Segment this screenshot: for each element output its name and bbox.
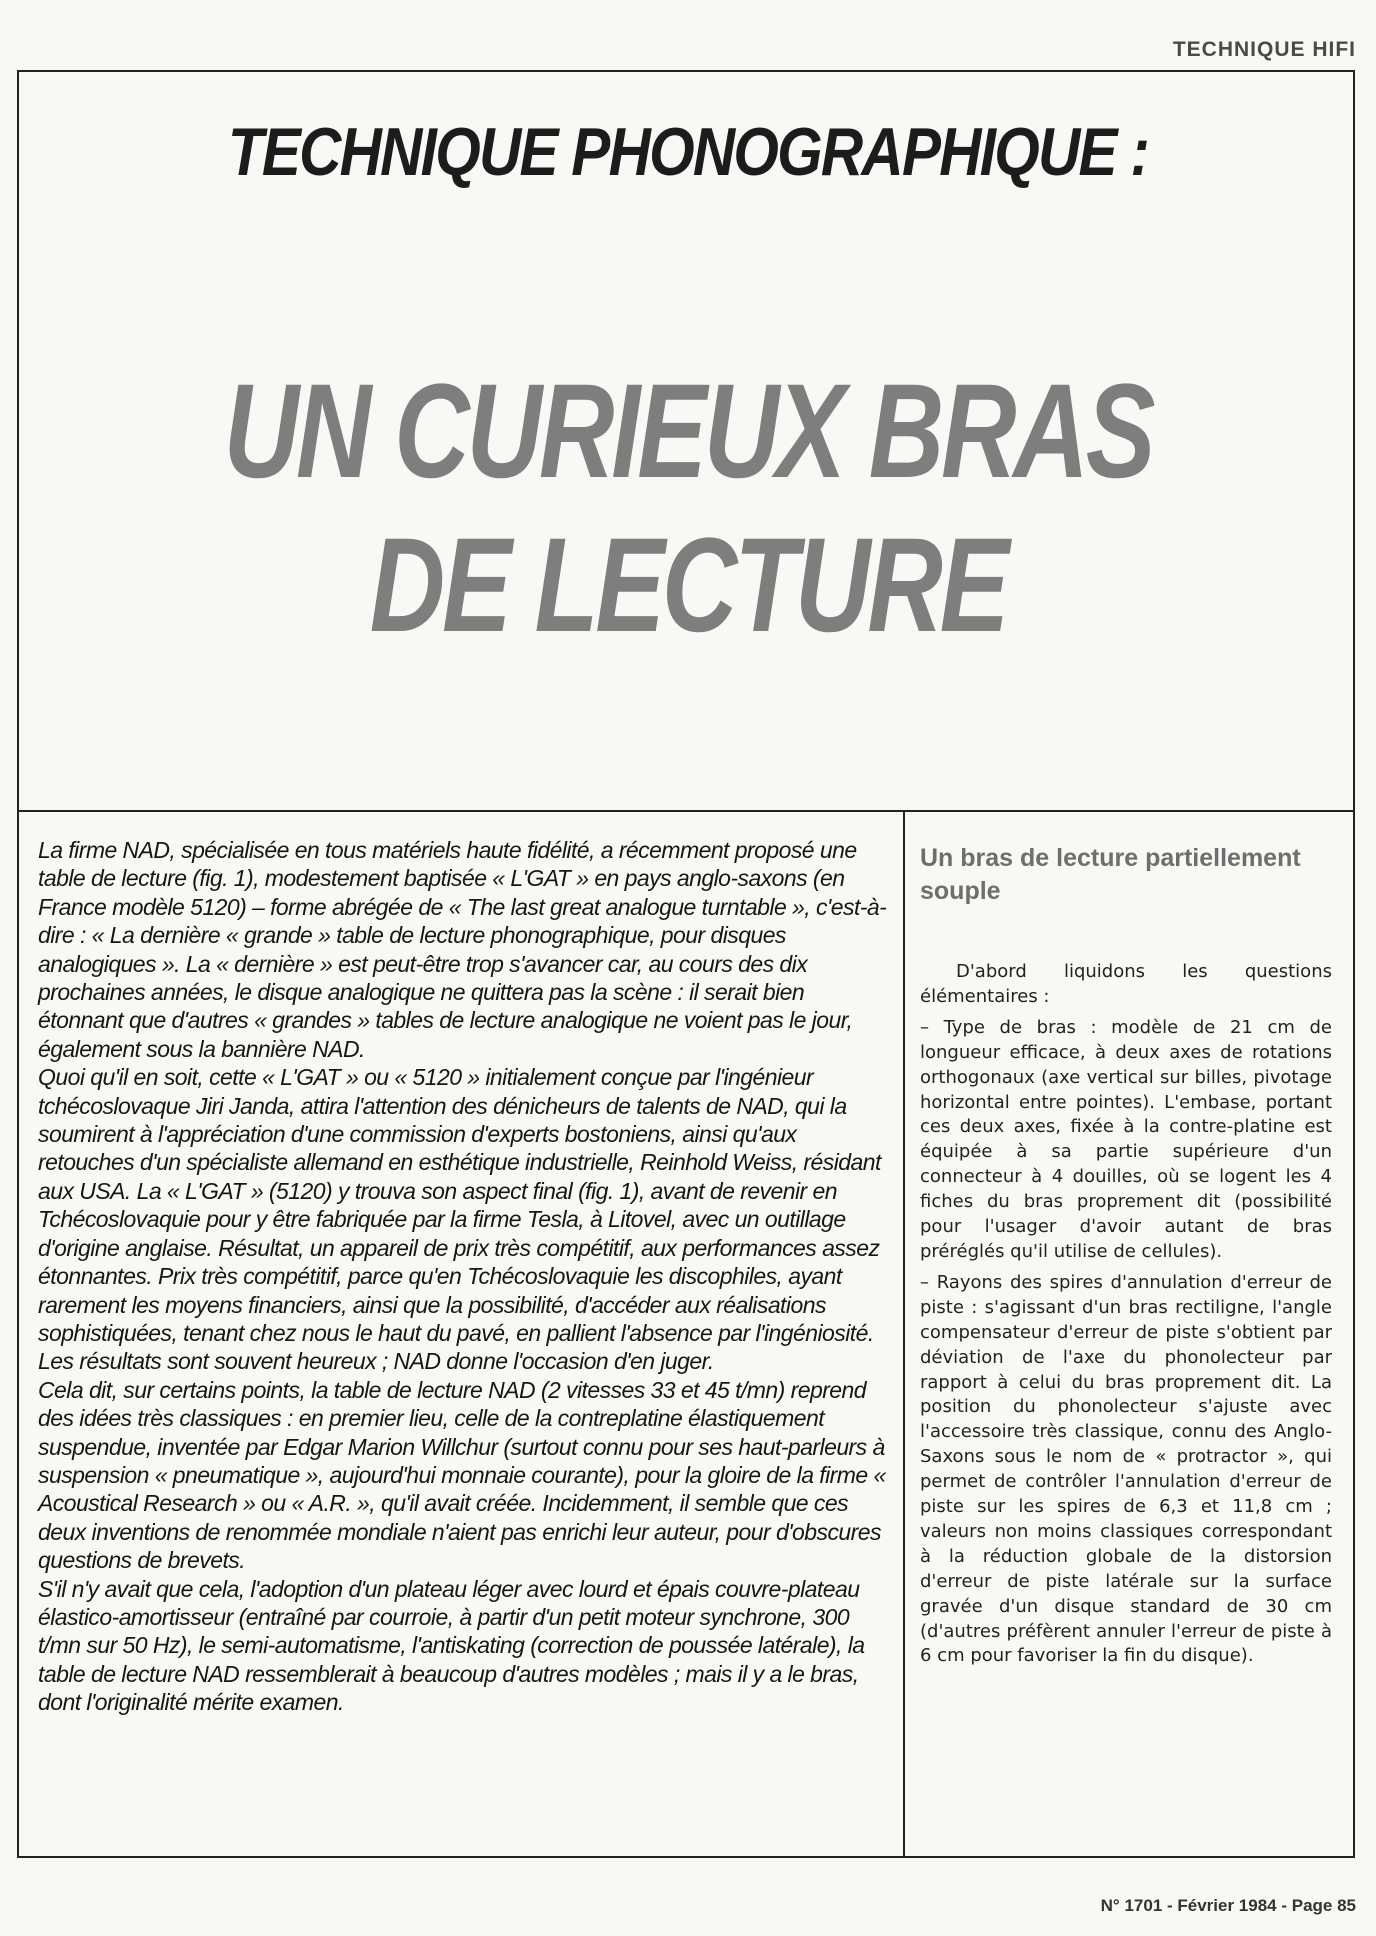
article-paragraph: La firme NAD, spécialisée en tous matériels haute fidélité, a récemment proposé une table de lecture (fig. 1), modestement baptisée « L'GAT » en pays anglo-saxons (en France modèle 5120) – forme abrégée de « The last great analogue turntable », c'est-à-dire : « La dernière « grande » table de lecture phonographique, pour disques analogiques ». La « dernière » est peut-être trop s'avancer car, au cours des dix prochaines années, le disque analogique ne quittera pas la scène : il serait bien étonnant que d'autres « grandes » tables de lecture analogique ne voient pas le jour, également sous la bannière NAD. [38, 837, 887, 1062]
sidebar-text [920, 960, 1332, 1675]
sidebar-title: Un bras de lecture partiellement souple [920, 844, 1301, 905]
section-label: TECHNIQUE HIFI [1172, 38, 1356, 61]
article-headline [151, 355, 1224, 663]
headline-line-1: UN CURIEUX BRAS [223, 357, 1153, 506]
sidebar-paragraph: – Type de bras : modèle de 21 cm de longueur efficace, à deux axes de rotations orthogonaux (axe vertical sur billes, pivotage horizontal entre pointes). L'embase, portant ces deux axes, fixée à la contre-platine est équipée à sa partie supérieure d'un connecteur à 4 douilles, où se logent les 4 fiches du bras proprement dit (possibilité pour l'usager d'avoir autant de bras préréglés qu'il utilise de cellules). [920, 1016, 1332, 1262]
article-kicker: TECHNIQUE PHONOGRAPHIQUE : [227, 114, 1149, 190]
article-paragraph: Cela dit, sur certains points, la table de lecture NAD (2 vitesses 33 et 45 t/mn) reprend des idées très classiques : en premier lieu, celle de la contreplatine élastiquement suspendue, inventée par Edgar Marion Willchur (surtout connu pour ses haut-parleurs à suspension « pneumatique », aujourd'hui monnaie courante), pour la gloire de la firme « Acoustical Research » ou « A.R. », qu'il avait créée. Incidemment, il semble que ces deux inventions de renommée mondiale n'aient pas enrichi leur auteur, pour d'obscures questions de brevets. [38, 1376, 886, 1574]
sidebar-paragraph: D'abord liquidons les questions élémentaires : [920, 961, 1332, 1007]
sidebar-paragraph: – Rayons des spires d'annulation d'erreur de piste : s'agissant d'un bras rectiligne, l'angle compensateur d'erreur de piste s'obtient par déviation de l'axe du phonolecteur par rapport à celui du bras proprement dit. La position du phonolecteur s'ajuste avec l'accessoire très classique, connu des Anglo-Saxons sous le nom de « protractor », qui permet de contrôler l'annulation d'erreur de piste sur les spires de 6,3 et 11,8 cm ; valeurs non moins classiques correspondant à la réduction globale de la distorsion d'erreur de piste latérale sur la surface gravée d'un disque standard de 30 cm (d'autres préfèrent annuler l'erreur de piste à 6 cm pour favoriser la fin du disque). [920, 1271, 1332, 1667]
headline-line-2: DE LECTURE [369, 511, 1007, 660]
main-article-text [38, 836, 890, 1717]
article-paragraph: S'il n'y avait que cela, l'adoption d'un plateau léger avec lourd et épais couvre-plateau élastico-amortisseur (entraîné par courroie, à partir d'un petit moteur synchrone, 300 t/mn sur 50 Hz), le semi-automatisme, l'antiskating (correction de poussée latérale), la table de lecture NAD ressemblerait à beaucoup d'autres modèles ; mais il y a le bras, dont l'originalité mérite examen. [38, 1575, 865, 1716]
article-paragraph: Quoi qu'il en soit, cette « L'GAT » ou « 5120 » initialement conçue par l'ingénieur tchécoslovaque Jiri Janda, attira l'attention des dénicheurs de talents de NAD, qui la soumirent à l'appréciation d'une commission d'experts bostoniens, ainsi qu'aux retouches d'un spécialiste allemand en esthétique industrielle, Reinhold Weiss, résidant aux USA. La « L'GAT » (5120) y trouva son aspect final (fig. 1), avant de revenir en Tchécoslovaquie pour y être fabriquée par la firme Tesla, à Litovel, avec un outillage d'origine anglaise. Résultat, un appareil de prix très compétitif, aux performances assez étonnantes. Prix très compétitif, parce qu'en Tchécoslovaquie les discophiles, ayant rarement les moyens financiers, ainsi que la possibilité, d'accéder aux réalisations sophistiquées, tenant chez nous le haut du pavé, en pallient l'absence par l'ingéniosité. Les résultats sont souvent heureux ; NAD donne l'occasion d'en juger. [38, 1064, 881, 1375]
page-folio: N° 1701 - Février 1984 - Page 85 [1100, 1896, 1356, 1915]
